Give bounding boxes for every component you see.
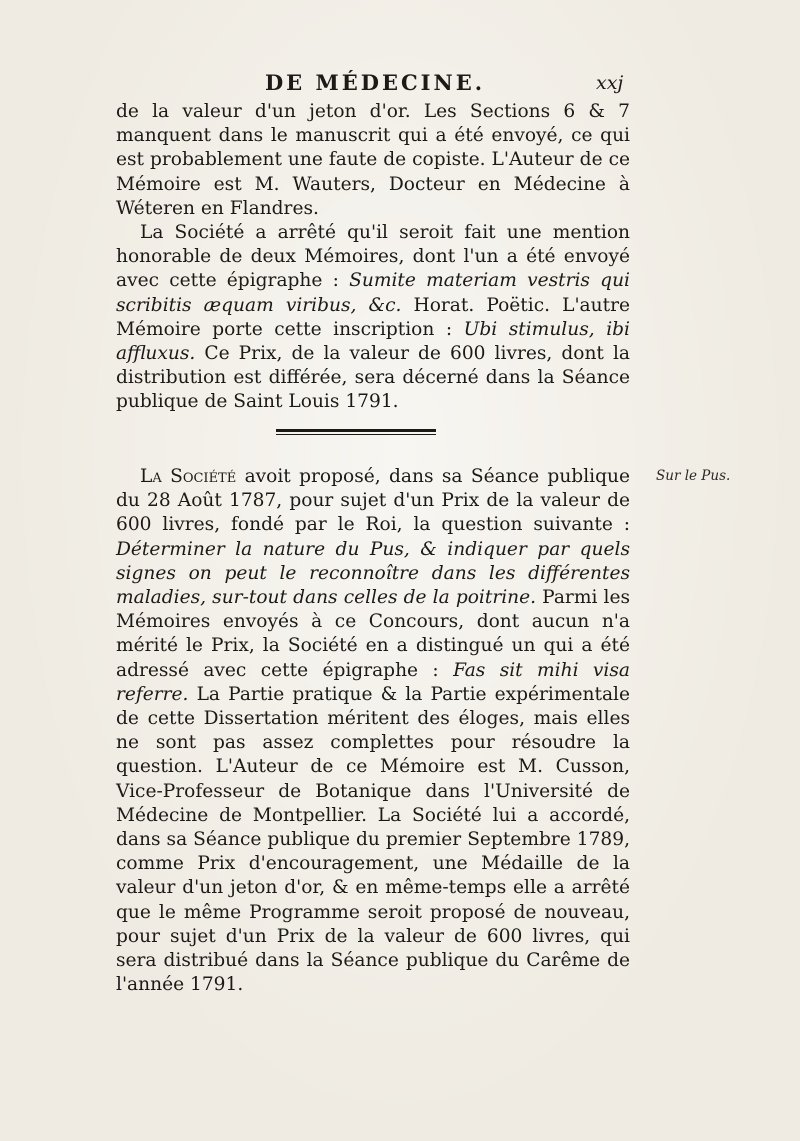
text-block-upper [116, 100, 630, 415]
text-run: Horat. Poëtic. L'autre Mémoire porte cette inscription : [116, 294, 630, 340]
text-run: Ce Prix, de la valeur de 600 livres, dont la distribution est différée, sera décerné dans la Séance publique de Saint Louis 1791. [116, 343, 630, 413]
text-block-lower [116, 465, 630, 997]
running-title: DE MÉDECINE. [264, 70, 486, 95]
inscription-stimulus: Ubi stimulus, ibi affluxus. [116, 318, 630, 365]
text-run: La Société a arrêté qu'il seroit fait une mention honorable de deux Mémoires, dont l'un a été envoyé avec cette épigraphe : [116, 222, 630, 292]
text-run-smallcaps: La Société [140, 466, 237, 487]
page-number: xxj [596, 72, 624, 94]
epigraph-horace: Sumite materiam vestris qui scribitis æquam viribus, &c. [116, 270, 631, 316]
epigraph-fas: Fas sit mihi visa referre. [116, 659, 630, 705]
prize-question: Déterminer la nature du Pus, & indiquer par quels signes on peut le reconnoître dans les différentes maladies, sur-tout dans celles de la poitrine. [116, 538, 630, 609]
margin-note: Sur le Pus. [656, 468, 731, 484]
paragraph-mention-honorable [116, 221, 630, 415]
section-divider [276, 429, 436, 432]
text-run: avoit proposé, dans sa Séance publique du 28 Août 1787, pour sujet d'un Prix de la valeur de 600 livres, fondé par le Roi, la question suivante : [116, 466, 630, 536]
paragraph-prix-pus [116, 465, 630, 997]
paragraph-continuation [116, 100, 630, 221]
text-run: La Partie pratique & la Partie expérimentale de cette Dissertation méritent des éloges, mais elles ne sont pas assez complettes pour résoudre la question. L'Auteur de ce Mémoire est M. Cusson, Vice-Professeur de Botanique dans l'Université de Médecine de Montpellier. La Société lui a accordé, dans sa Séance publique du premier Septembre 1789, comme Prix d'encouragement, une Médaille de la valeur d'un jeton d'or, & en même-temps elle a arrêté que le même Programme seroit proposé de nouveau, pour sujet d'un Prix de la valeur de 600 livres, qui sera distribué dans la Séance publique du Carême de l'année 1791. [116, 683, 630, 996]
text-run: de la valeur d'un jeton d'or. Les Sections 6 & 7 manquent dans le manuscrit qui a été envoyé, ce qui est probablement une faute de copiste. L'Auteur de ce Mémoire est M. Wauters, Docteur en Médecine à Wéteren en Flandres. [116, 101, 630, 219]
text-run: Parmi les Mémoires envoyés à ce Concours, dont aucun n'a mérité le Prix, la Société en a distingué un qui a été adressé avec cette épigraphe : [116, 587, 631, 681]
